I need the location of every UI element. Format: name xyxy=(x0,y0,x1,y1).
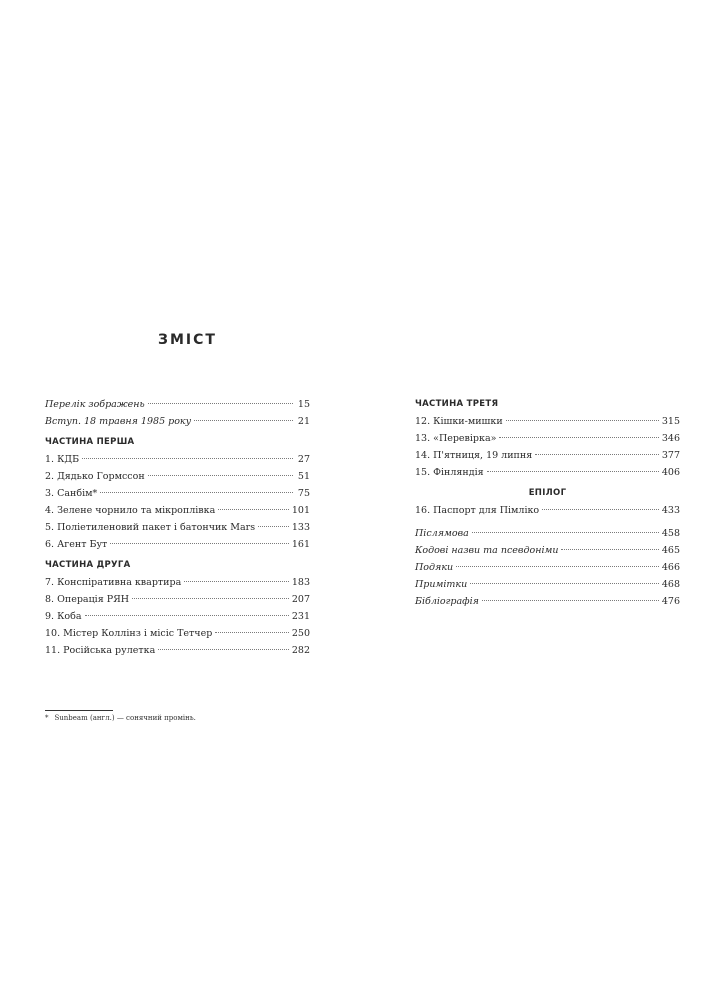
dot-leader xyxy=(482,600,659,601)
toc-entry-label: 12. Кішки-мишки xyxy=(415,416,503,427)
toc-entry-page: 183 xyxy=(291,577,310,588)
toc-entry xyxy=(45,625,310,642)
toc-entry-label: Подяки xyxy=(415,562,454,573)
toc-entry-label: 11. Російська рулетка xyxy=(45,645,156,656)
toc-entry-page: 282 xyxy=(291,645,310,656)
dot-leader xyxy=(218,509,289,510)
toc-entry xyxy=(45,413,310,430)
toc-entry xyxy=(415,542,680,559)
toc-entry-page: 15 xyxy=(297,399,310,410)
toc-entry xyxy=(415,525,680,542)
dot-leader xyxy=(158,649,289,650)
toc-entry-page: 75 xyxy=(297,488,310,499)
toc-entry-label: Бібліографія xyxy=(415,596,479,607)
toc-left-column xyxy=(45,396,310,659)
part-heading: ЧАСТИНА ТРЕТЯ xyxy=(415,399,499,409)
dot-leader xyxy=(85,615,289,616)
part-heading: ЧАСТИНА ДРУГА xyxy=(45,560,131,570)
toc-entry xyxy=(45,519,310,536)
toc-entry-label: 7. Конспіративна квартира xyxy=(45,577,182,588)
toc-entry xyxy=(415,464,680,481)
dot-leader xyxy=(100,492,293,493)
toc-entry-label: 10. Містер Коллінз і місіс Тетчер xyxy=(45,628,213,639)
toc-entry-label: 8. Операція РЯН xyxy=(45,594,130,605)
dot-leader xyxy=(499,437,658,438)
footnote-text: Sunbeam (англ.) — сонячний промінь. xyxy=(54,714,196,722)
toc-entry xyxy=(45,451,310,468)
dot-leader xyxy=(258,526,289,527)
toc-right-column xyxy=(415,396,680,610)
toc-entry xyxy=(45,468,310,485)
toc-entry xyxy=(415,593,680,610)
dot-leader xyxy=(110,543,289,544)
footnote-rule xyxy=(45,710,113,711)
toc-entry xyxy=(45,591,310,608)
toc-entry xyxy=(45,608,310,625)
toc-entry xyxy=(45,396,310,413)
dot-leader xyxy=(506,420,659,421)
toc-entry xyxy=(415,502,680,519)
toc-entry xyxy=(45,642,310,659)
toc-entry-label: 14. П'ятниця, 19 липня xyxy=(415,450,533,461)
toc-entry-page: 465 xyxy=(661,545,680,556)
toc-entry-page: 133 xyxy=(291,522,310,533)
dot-leader xyxy=(535,454,659,455)
toc-entry-label: 15. Фінляндія xyxy=(415,467,484,478)
toc-entry xyxy=(45,485,310,502)
page-title: ЗМІСТ xyxy=(158,332,217,348)
toc-entry-label: Кодові назви та псевдоніми xyxy=(415,545,559,556)
toc-entry-page: 466 xyxy=(661,562,680,573)
epilogue-heading: ЕПІЛОГ xyxy=(528,488,567,498)
dot-leader xyxy=(148,475,293,476)
toc-entry-page: 51 xyxy=(297,471,310,482)
toc-entry-page: 250 xyxy=(291,628,310,639)
dot-leader xyxy=(561,549,658,550)
toc-entry-page: 377 xyxy=(661,450,680,461)
toc-entry-label: 16. Паспорт для Пімліко xyxy=(415,505,540,516)
dot-leader xyxy=(215,632,289,633)
toc-entry xyxy=(415,576,680,593)
toc-entry xyxy=(45,502,310,519)
dot-leader xyxy=(487,471,659,472)
toc-entry xyxy=(45,574,310,591)
toc-entry-page: 406 xyxy=(661,467,680,478)
toc-entry-page: 433 xyxy=(661,505,680,516)
toc-entry-label: Перелік зображень xyxy=(45,399,145,410)
toc-entry-label: 4. Зелене чорнило та мікроплівка xyxy=(45,505,216,516)
toc-entry-page: 231 xyxy=(291,611,310,622)
toc-entry-label: Примітки xyxy=(415,579,468,590)
toc-entry-label: 13. «Перевірка» xyxy=(415,433,497,444)
toc-entry-label: Післямова xyxy=(415,528,469,539)
dot-leader xyxy=(194,420,293,421)
part-heading: ЧАСТИНА ПЕРША xyxy=(45,437,135,447)
toc-entry-label: 3. Санбім* xyxy=(45,488,98,499)
dot-leader xyxy=(148,403,293,404)
toc-entry-page: 27 xyxy=(297,454,310,465)
toc-entry xyxy=(45,536,310,553)
toc-entry-page: 346 xyxy=(661,433,680,444)
toc-entry-label: 2. Дядько Гормссон xyxy=(45,471,145,482)
toc-entry-label: 6. Агент Бут xyxy=(45,539,108,550)
toc-entry-label: 5. Поліетиленовий пакет і батончик Mars xyxy=(45,522,256,533)
dot-leader xyxy=(184,581,289,582)
toc-entry-label: Вступ. 18 травня 1985 року xyxy=(45,416,192,427)
toc-entry-page: 315 xyxy=(661,416,680,427)
footnote-mark: * xyxy=(45,714,49,722)
toc-entry-page: 468 xyxy=(661,579,680,590)
dot-leader xyxy=(456,566,659,567)
toc-entry-label: 9. Коба xyxy=(45,611,82,622)
toc-entry xyxy=(415,413,680,430)
dot-leader xyxy=(82,458,293,459)
dot-leader xyxy=(470,583,659,584)
dot-leader xyxy=(472,532,659,533)
dot-leader xyxy=(542,509,659,510)
toc-entry xyxy=(415,447,680,464)
toc-entry-page: 476 xyxy=(661,596,680,607)
toc-entry xyxy=(415,430,680,447)
toc-entry-page: 21 xyxy=(297,416,310,427)
toc-entry-page: 101 xyxy=(291,505,310,516)
dot-leader xyxy=(132,598,289,599)
footnote xyxy=(45,714,196,722)
toc-entry-page: 458 xyxy=(661,528,680,539)
toc-entry-page: 207 xyxy=(291,594,310,605)
toc-entry xyxy=(415,559,680,576)
toc-entry-page: 161 xyxy=(291,539,310,550)
toc-entry-label: 1. КДБ xyxy=(45,454,80,465)
